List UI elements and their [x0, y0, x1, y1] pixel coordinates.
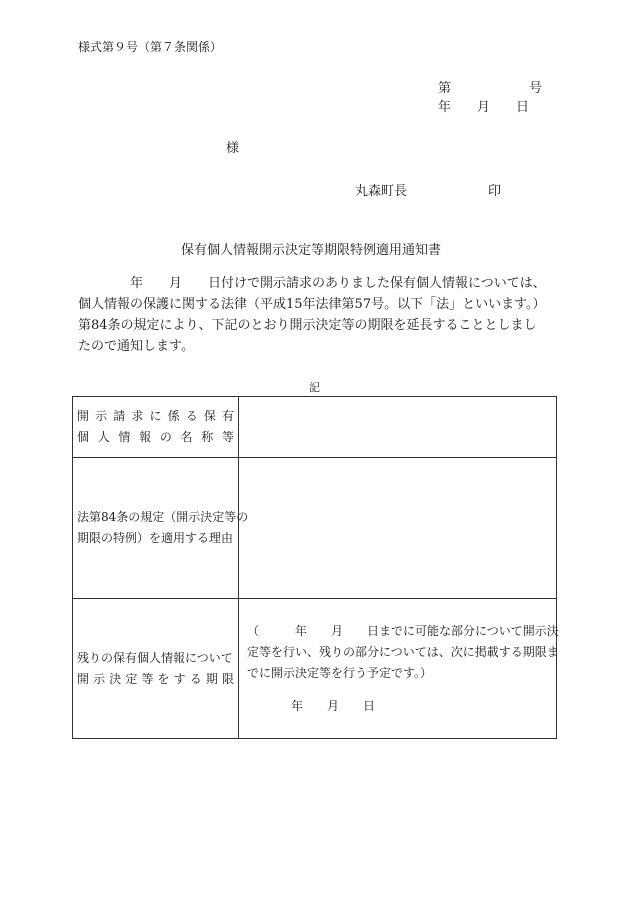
body-line: 第84条の規定により、下記のとおり開示決定等の期限を延長することとしまし	[78, 318, 537, 333]
deadline-note-line: でに開示決定等を行う予定です。）	[247, 665, 433, 680]
requested-info-label	[73, 397, 239, 458]
table-row	[73, 458, 557, 599]
ki-heading: 記	[309, 381, 320, 394]
label-line: 個人情報の名称等	[77, 430, 234, 444]
remaining-deadline-value	[239, 599, 557, 739]
notice-body	[78, 273, 560, 357]
remaining-deadline-label	[73, 599, 239, 739]
form-number: 様式第９号（第７条関係）	[78, 40, 223, 54]
seal-mark: 印	[488, 184, 502, 199]
deadline-note-line: 定等を行い、残りの部分については、次に掲載する期限ま	[247, 644, 559, 659]
document-title: 保有個人情報開示決定等期限特例適用通知書	[181, 243, 442, 258]
requested-info-value	[239, 397, 557, 458]
body-line: 個人情報の保護に関する法律（平成15年法律第57号。以下「法」といいます。）	[78, 297, 546, 312]
extension-reason-value	[239, 458, 557, 599]
recipient-honorific: 様	[226, 141, 240, 156]
label-line: 期限の特例）を適用する理由	[77, 531, 234, 545]
issue-date: 年 月 日	[438, 100, 530, 115]
label-line: 開示決定等をする期限	[77, 671, 234, 686]
details-table	[72, 396, 557, 739]
deadline-note-line: （ 年 月 日までに可能な部分について開示決	[247, 623, 559, 638]
body-line: 年 月 日付けで開示請求のありました保有個人情報については、	[78, 276, 546, 291]
label-line: 法第84条の規定（開示決定等の	[77, 510, 249, 524]
deadline-date: 年 月 日	[291, 698, 376, 713]
table-row	[73, 599, 557, 739]
issuer-name: 丸森町長	[355, 184, 408, 199]
body-line: たので通知します。	[78, 339, 194, 354]
extension-reason-label	[73, 458, 249, 599]
table-row	[73, 397, 557, 458]
label-line: 開示請求に係る保有	[77, 409, 234, 423]
document-number: 第 号	[438, 81, 543, 96]
label-line: 残りの保有個人情報について	[77, 650, 233, 665]
